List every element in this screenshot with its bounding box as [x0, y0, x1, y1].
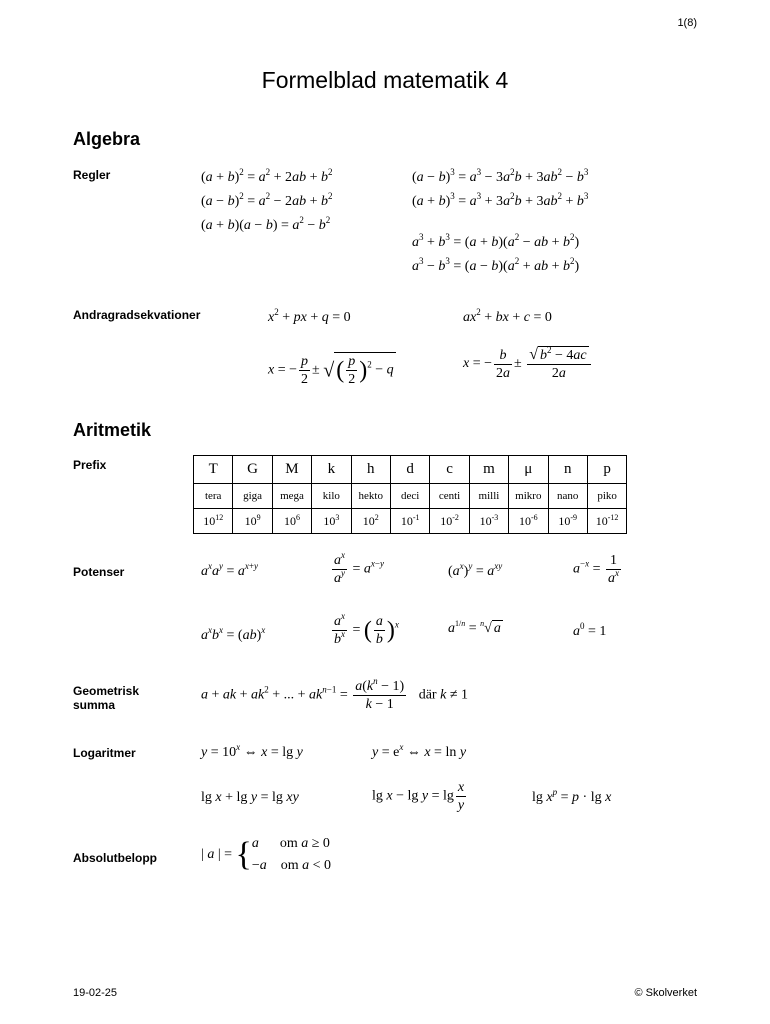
label-geometrisk-summa: Geometrisk summa [73, 684, 140, 712]
footer-copyright: © Skolverket [634, 987, 697, 999]
formula-lg-sum: lg x + lg y = lg xy [201, 790, 299, 805]
prefix-symbol: d [390, 456, 429, 484]
label-absolutbelopp: Absolutbelopp [73, 851, 157, 865]
prefix-name: tera [194, 484, 233, 509]
formula-square-diff: $(a - b)^2 = a^2 - 2ab + b^2$ [201, 191, 333, 209]
prefix-power: $10^2$ [351, 509, 390, 534]
formula-geometric-sum: a + ak + $ak^2$ + ... + $ak^{n-1}$ = $\frac{a(k^n - 1)}{k - 1}$ där k ≠ 1 [201, 676, 468, 712]
prefix-symbol-row [194, 456, 627, 484]
prefix-name: deci [390, 484, 429, 509]
prefix-power: $10^9$ [233, 509, 272, 534]
formula-abc-equation: $ax^2$ + bx + c = 0 [463, 307, 552, 325]
label-logaritmer: Logaritmer [73, 746, 136, 760]
label-andragradsekvationer: Andragradsekvationer [73, 308, 201, 322]
prefix-name: nano [548, 484, 587, 509]
prefix-symbol: n [548, 456, 587, 484]
formula-zero-exponent: $a^0 = 1$ [573, 621, 607, 639]
formula-cube-diff: $(a - b)^3 = a^3 - 3a^2b + 3ab^2 - b^3$ [412, 167, 589, 185]
prefix-power-row [194, 509, 627, 534]
formula-cube-sum: $(a + b)^3 = a^3 + 3a^2b + 3ab^2 + b^3$ [412, 191, 589, 209]
prefix-name-row [194, 484, 627, 509]
prefix-symbol: G [233, 456, 272, 484]
formula-lg-diff: lg x − lg y = lg $\frac{x}{y}$ [372, 780, 465, 813]
prefix-name: kilo [312, 484, 351, 509]
formula-square-sum: $(a + b)^2 = a^2 + 2ab + b^2$ [201, 167, 333, 185]
prefix-name: mega [272, 484, 311, 509]
formula-ln-definition: $y = e^x$ ⇔ x = ln y [372, 742, 467, 760]
formula-pq-equation: $x^2$ + px + q = 0 [268, 307, 351, 325]
prefix-power: $10^{-1}$ [390, 509, 429, 534]
prefix-symbol: p [587, 456, 626, 484]
prefix-symbol: m [469, 456, 508, 484]
formula-product-power: $a^xb^x = (ab)^x$ [201, 625, 266, 643]
formula-power-of-power: $(a^x)^y = a^{xy}$ [448, 561, 503, 579]
formula-quotient-power: $\frac{a^x}{b^x}$ = ( $\frac{a}{b}$ )$^x$ [334, 611, 399, 647]
prefix-table [193, 455, 627, 534]
formula-power-quotient: $\frac{a^x}{a^y}$ = $a^{x-y}$ [334, 550, 384, 586]
label-prefix: Prefix [73, 458, 107, 472]
formula-lg-definition: $y = 10^x$ ⇔ x = lg y [201, 742, 303, 760]
page-title: Formelblad matematik 4 [261, 67, 509, 93]
formula-power-product: $a^xa^y = a^{x+y}$ [201, 561, 258, 579]
prefix-symbol: T [194, 456, 233, 484]
prefix-power: $10^{-12}$ [587, 509, 626, 534]
formula-sum-of-cubes: $a^3 + b^3 = (a + b)(a^2$ − ab + $b^2$) [412, 232, 580, 250]
prefix-power: $10^{12}$ [194, 509, 233, 534]
prefix-name: giga [233, 484, 272, 509]
formula-diff-of-cubes: $a^3 - b^3 = (a - b)(a^2$ + ab + $b^2$) [412, 256, 580, 274]
prefix-power: $10^{-9}$ [548, 509, 587, 534]
footer-date: 19-02-25 [73, 987, 118, 999]
formula-negative-exponent: $a^{-x}$ = $\frac{1}{a^x}$ [573, 553, 619, 586]
section-heading-algebra: Algebra [73, 129, 141, 149]
prefix-name: piko [587, 484, 626, 509]
prefix-symbol: μ [509, 456, 548, 484]
prefix-name: mikro [509, 484, 548, 509]
formula-lg-power: $\lg x^p = p \cdot \lg x$ [532, 787, 612, 805]
section-heading-aritmetik: Aritmetik [73, 420, 152, 440]
prefix-name: centi [430, 484, 469, 509]
formula-root-exponent: $a^{1/n} = ^n√$ a [448, 619, 501, 636]
formula-abc-solution: x = − $\frac{b}{2a}$ ± $\frac{√ b^2 - 4ac}{2a}$ [463, 346, 593, 382]
prefix-power: $10^3$ [312, 509, 351, 534]
prefix-power: $10^{-3}$ [469, 509, 508, 534]
prefix-power: $10^6$ [272, 509, 311, 534]
label-potenser: Potenser [73, 565, 125, 579]
label-regler: Regler [73, 168, 111, 182]
prefix-symbol: h [351, 456, 390, 484]
prefix-symbol: M [272, 456, 311, 484]
prefix-name: milli [469, 484, 508, 509]
page-number: 1(8) [677, 17, 697, 29]
formula-absolute-value: | a | = { a om a ≥ 0 −a om a < 0 [201, 836, 332, 873]
prefix-power: $10^{-2}$ [430, 509, 469, 534]
formula-conjugate: $(a + b)(a - b) = a^2 - b^2$ [201, 215, 331, 233]
prefix-power: $10^{-6}$ [509, 509, 548, 534]
prefix-symbol: k [312, 456, 351, 484]
formula-pq-solution: x = − $\frac{p}{2}$ ± √( $\frac{p}{2}$ )$^2$ − q [268, 354, 394, 387]
prefix-name: hekto [351, 484, 390, 509]
prefix-symbol: c [430, 456, 469, 484]
